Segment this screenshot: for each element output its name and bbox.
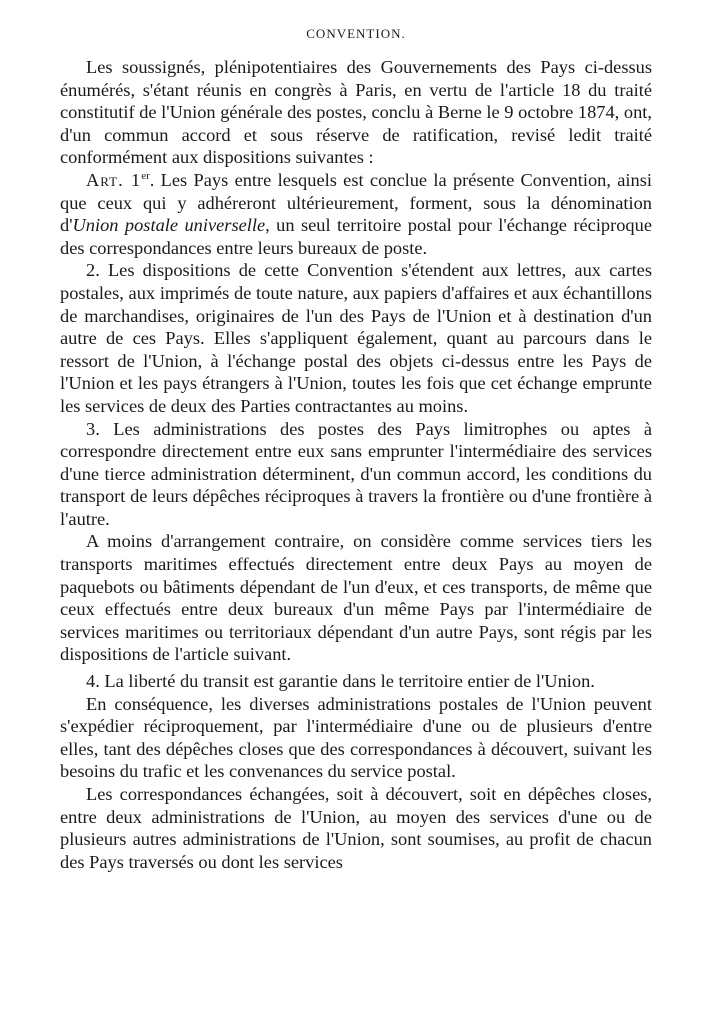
article-1-label: Art. 1: [86, 169, 142, 190]
article-2-paragraph: 2. Les dispositions de cette Convention s'étendent aux lettres, aux cartes postales, aux imprimés de toute nature, aux papiers d'affaires et aux échantillons de marchandises, originaires de l'un des Pays de l'Union et à destination d'un autre de ces Pays. Elles s'appliquent également, quant au parcours dans le ressort de l'Union, à l'échange postal des objets ci-dessus entre les Pays de l'Union et les pays étrangers à l'Union, toutes les fois que cet échange emprunte les services de deux des Parties contractantes au moins.: [60, 260, 652, 416]
article-1-paragraph: [60, 169, 652, 259]
article-1-text-before: . Les Pays entre lesquels est conclue la présente Convention, ainsi que ceux qui y adhéreront ultérieurement, forment, sous la dénomination d': [60, 169, 652, 236]
article-4-paragraph: 4. La liberté du transit est garantie dans le territoire entier de l'Union.: [86, 671, 595, 692]
document-page: [60, 26, 652, 873]
article-4-consequence-paragraph: En conséquence, les diverses administrations postales de l'Union peuvent s'expédier réciproquement, par l'intermédiaire d'une ou de plusieurs d'entre elles, tant des dépêches closes que des correspondances à découvert, suivant les besoins du trafic et les convenances du service postal.: [60, 693, 652, 782]
article-1-label-sup: er: [141, 169, 150, 182]
article-1-text-after: un seul territoire postal pour l'échange réciproque des correspondances entre leurs bureaux de poste.: [60, 215, 652, 258]
page-header: CONVENTION.: [306, 26, 406, 41]
article-3-paragraph: 3. Les administrations des postes des Pays limitrophes ou aptes à correspondre directement entre eux sans emprunter l'intermédiaire des services d'une tierce administration déterminent, d'un commun accord, les conditions du transport de leurs dépêches réciproques à travers la frontière ou d'une frontière à l'autre.: [60, 418, 652, 529]
article-3-continuation-paragraph: A moins d'arrangement contraire, on considère comme services tiers les transports maritimes effectués directement entre deux Pays au moyen de paquebots ou bâtiments dépendant de l'un d'eux, et ces transports, de même que ceux effectués entre deux bureaux d'un même Pays par l'intermédiaire de services maritimes ou territoriaux dépendant d'un autre Pays, sont régis par les dispositions de l'article suivant.: [60, 531, 652, 665]
article-4-correspondence-paragraph: Les correspondances échangées, soit à découvert, soit en dépêches closes, entre deux administrations de l'Union, au moyen des services d'une ou de plusieurs autres administrations de l'Union, sont soumises, au profit de chacun des Pays traversés ou dont les services: [60, 784, 652, 872]
preamble-paragraph: Les soussignés, plénipotentiaires des Gouvernements des Pays ci-dessus énumérés, s'étant réunis en congrès à Paris, en vertu de l'article 18 du traité constitutif de l'Union générale des postes, conclu à Berne le 9 octobre 1874, ont, d'un commun accord et sous réserve de ratification, revisé ledit traité conformément aux dispositions suivantes :: [60, 57, 652, 168]
article-1-italic-term: Union postale universelle,: [72, 215, 270, 236]
